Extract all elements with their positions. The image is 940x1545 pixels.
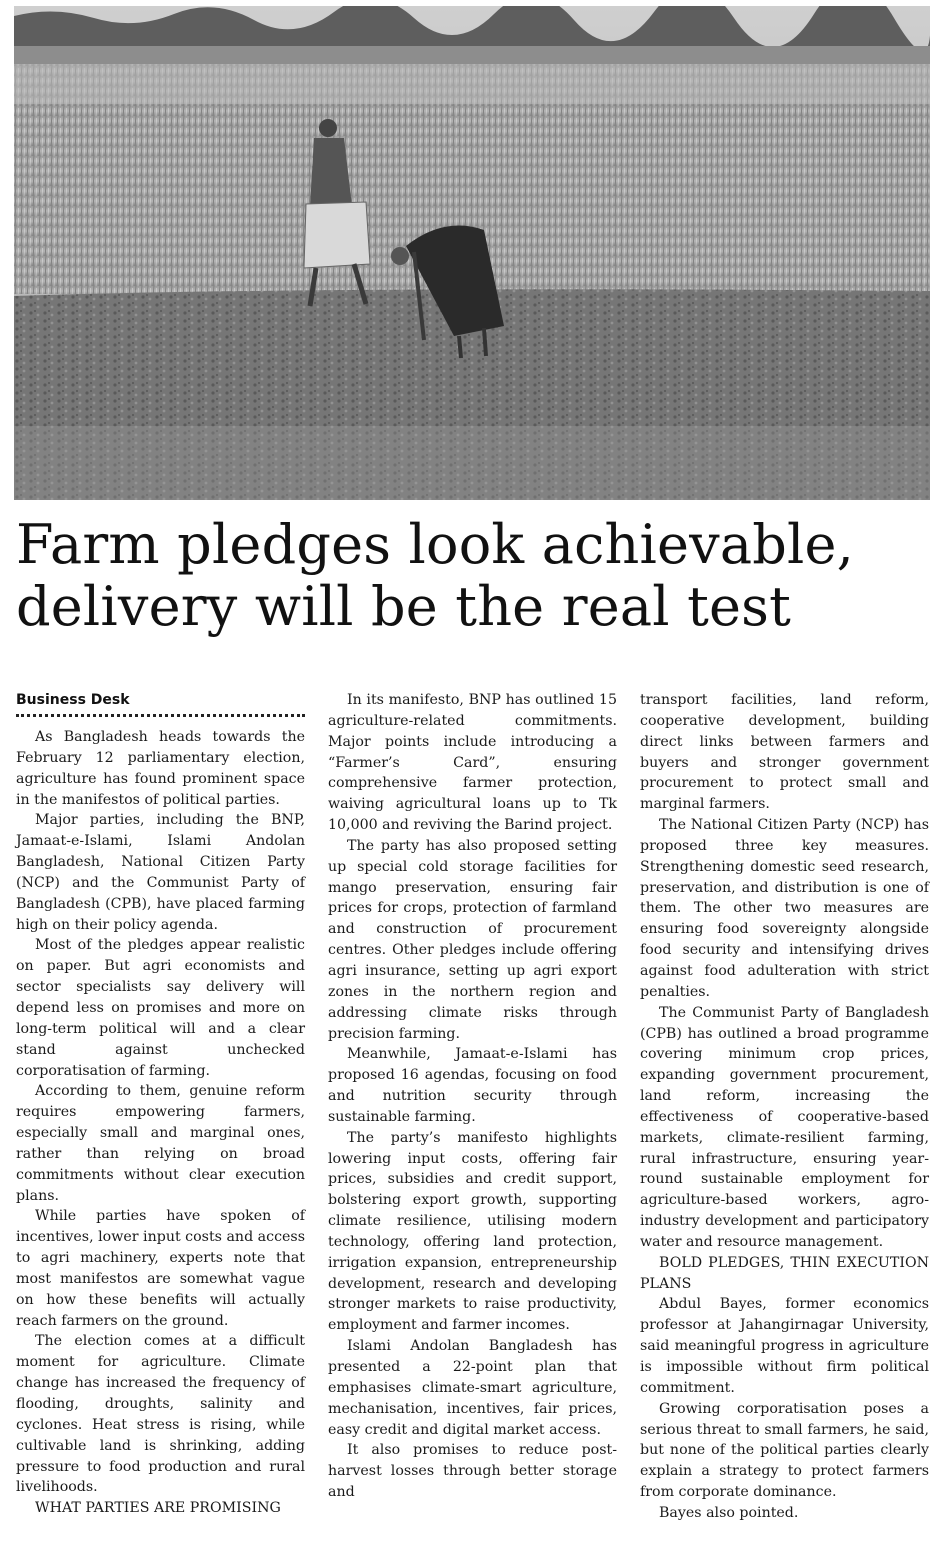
paragraph: Growing corporatisation poses a serious threat to small farmers, he said, but none of the political parties clearly explain a strategy to protect farmers from corporate dominance. [640, 1400, 929, 1501]
paragraph: Meanwhile, Jamaat-e-Islami has proposed 16 agendas, focusing on food and nutrition security through sustainable farming. [328, 1046, 617, 1125]
paragraph: Islami Andolan Bangladesh has presented a 22-point plan that emphasises climate-smart agriculture, mechanisation, incentives, fair prices, easy credit and digital market access. [328, 1338, 617, 1438]
farm-photo [14, 6, 930, 500]
paragraph: The party’s manifesto highlights lowering input costs, offering fair prices, subsidies and credit support, bolstering export growth, supporting climate resilience, utilising modern technology, offering land protection, irrigation expansion, entrepreneurship development, research and developing stronger markets to raise productivity, employment and farmer incomes. [328, 1129, 617, 1334]
paragraph: The election comes at a difficult moment for agriculture. Climate change has increased the frequency of flooding, droughts, salinity and cyclones. Heat stress is rising, while cultivable land is shrinking, adding pressure to food production and rural livelihoods. [16, 1333, 305, 1496]
paragraph: Abdul Bayes, former economics professor at Jahangirnagar University, said meaningful progress in agriculture is impossible without firm political commitment. [640, 1296, 929, 1396]
article-column-3 [640, 690, 929, 1524]
paragraph: The Communist Party of Bangladesh (CPB) has outlined a broad programme covering minimum crop prices, expanding government procurement, land reform, increasing the effectiveness of cooperative-based markets, climate-resilient farming, rural infrastructure, ensuring year-round sustainable employment for agriculture-based workers, agro-industry development and participatory water and resource management. [640, 1004, 929, 1250]
headline: Farm pledges look achievable, delivery will be the real test [16, 513, 855, 638]
byline: Business Desk [16, 692, 130, 708]
paragraph: Major parties, including the BNP, Jamaat-e-Islami, Islami Andolan Bangladesh, National Citizen Party (NCP) and the Communist Party of Bangladesh (CPB), have placed farming high on their policy agenda. [16, 812, 305, 933]
paragraph: While parties have spoken of incentives, lower input costs and access to agri machinery, experts note that most manifestos are somewhat vague on how these benefits will actually reach farmers on the ground. [16, 1208, 305, 1329]
farm-photo-illustration [14, 6, 930, 500]
paragraph: The National Citizen Party (NCP) has proposed three key measures. Strengthening domestic seed research, preservation, and distribution is one of them. The other two measures are ensuring food sovereignty alongside food security and intensifying drives against food adulteration with strict penalties. [640, 817, 929, 1000]
paragraph: In its manifesto, BNP has outlined 15 agriculture-related commitments. Major points include introducing a “Farmer’s Card”, ensuring comprehensive farmer protection, waiving agricultural loans up to Tk 10,000 and reviving the Barind project. [328, 692, 617, 834]
subheading-bold-pledges: BOLD PLEDGES, THIN EXECUTION PLANS [640, 1254, 929, 1292]
paragraph: transport facilities, land reform, cooperative development, building direct links between farmers and buyers and stronger government procurement to protect small and marginal farmers. [640, 692, 929, 813]
paragraph: The party has also proposed setting up special cold storage facilities for mango preservation, ensuring fair prices for crops, protection of farmland and construction of procurement centres. Other pledges include offering agri insurance, setting up agri export zones in the northern region and addressing climate risks through precision farming. [328, 837, 617, 1042]
paragraph: According to them, genuine reform requires empowering farmers, especially small and marginal ones, rather than relying on broad commitments without clear execution plans. [16, 1083, 305, 1204]
subheading-what-parties-promise: WHAT PARTIES ARE PROMISING [35, 1500, 281, 1517]
paragraph: It also promises to reduce post-harvest losses through better storage and [328, 1442, 617, 1501]
paragraph: As Bangladesh heads towards the February 12 parliamentary election, agriculture has found prominent space in the manifestos of political parties. [16, 729, 305, 808]
article-column-2 [328, 690, 617, 1503]
byline-dotted-divider [16, 714, 305, 717]
paragraph: Bayes also pointed. [659, 1504, 799, 1521]
paragraph: Most of the pledges appear realistic on paper. But agri economists and sector specialists say delivery will depend less on promises and more on long-term political will and a clear stand against unchecked corporatisation of farming. [16, 937, 305, 1079]
article-column-1 [16, 690, 305, 1519]
